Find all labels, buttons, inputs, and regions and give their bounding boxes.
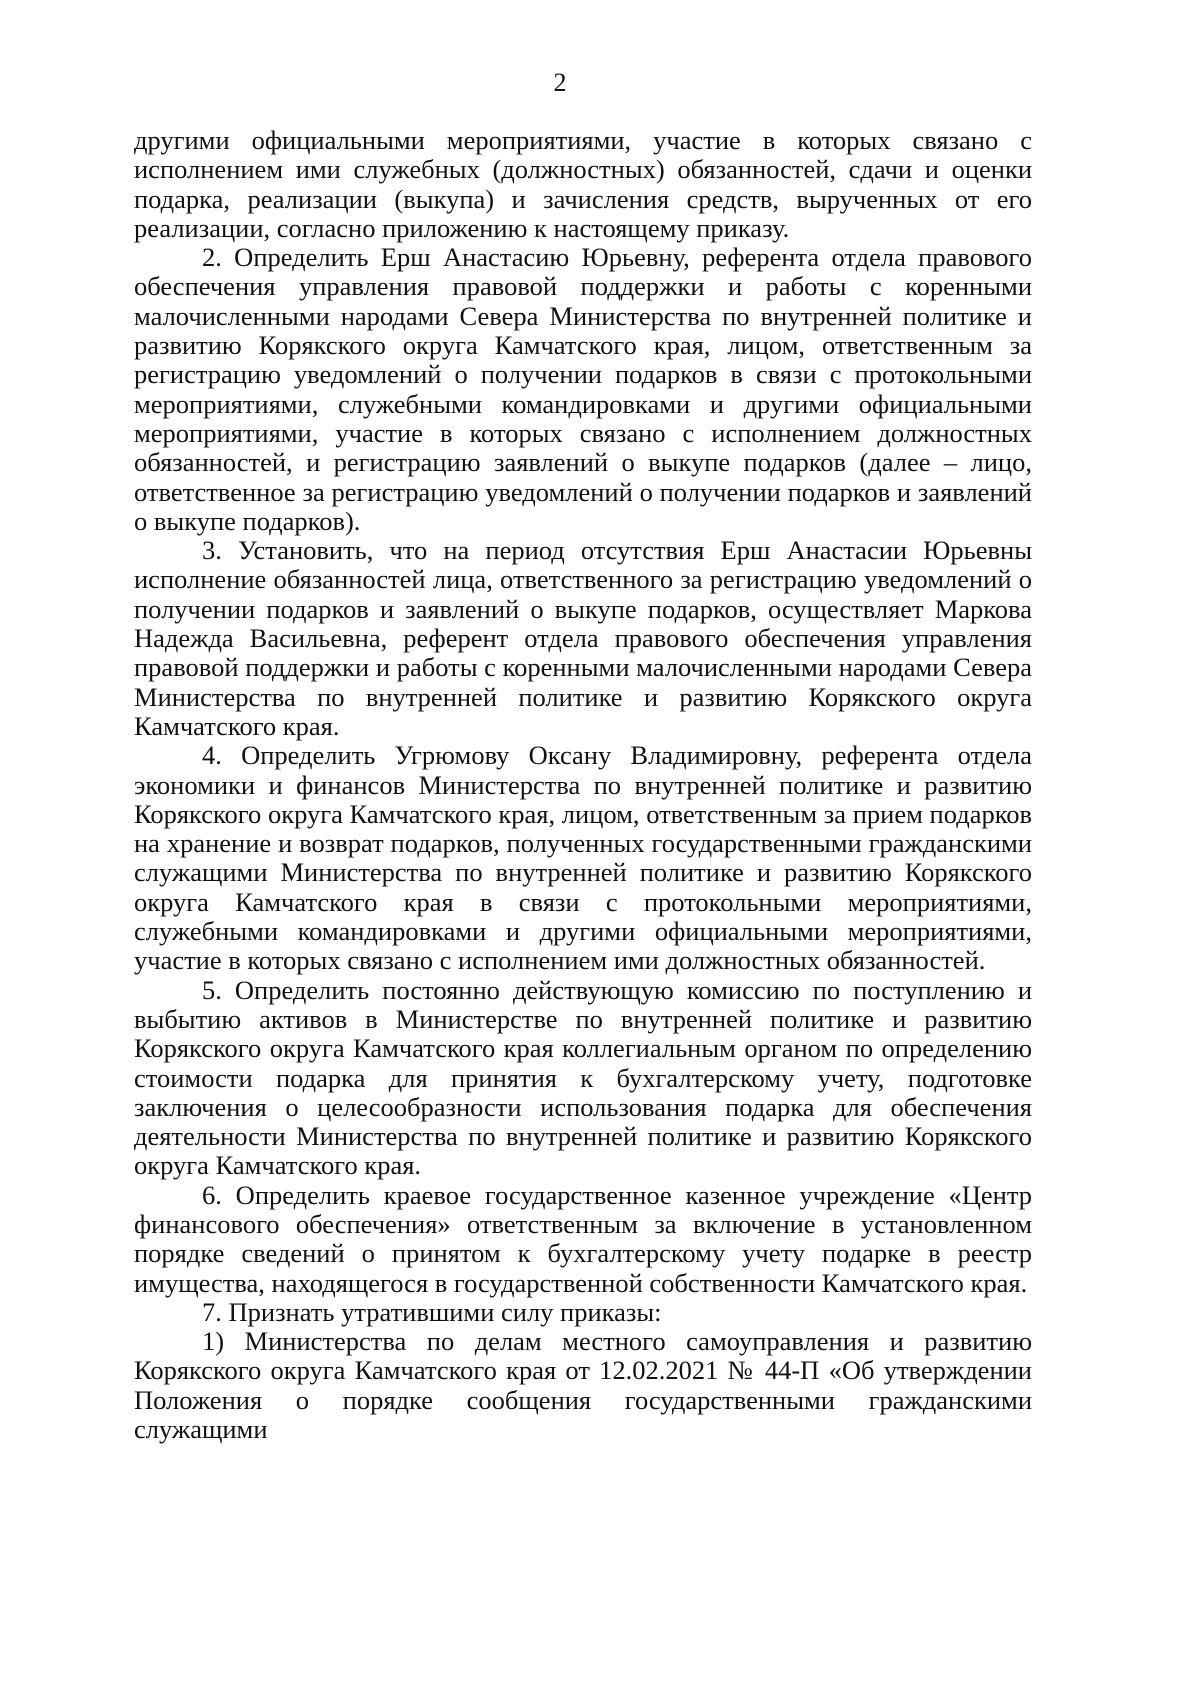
paragraph-item-2: 2. Определить Ерш Анастасию Юрьевну, референта отдела правового обеспечения управления правовой поддержки и работы с коренными малочисленными народами Севера Министерства по внутренней политике и развитию Корякского округа Камчатского края, лицом, ответственным за регистрацию уведомлений о получении подарков в связи с протокольными мероприятиями, служебными командировками и другими официальными мероприятиями, участие в которых связано с исполнением должностных обязанностей, и регистрацию заявлений о выкупе подарков (далее – лицо, ответственное за регистрацию уведомлений о получении подарков и заявлений о выкупе подарков).	[134, 242, 1032, 536]
paragraph-item-6: 6. Определить краевое государственное казенное учреждение «Центр финансового обеспечения» ответственным за включение в установленном порядке сведений о принятом к бухгалтерскому учету подарке в реестр имущества, находящегося в государственной собственности Камчатского края.	[134, 1179, 1032, 1298]
document-body	[134, 126, 1032, 1444]
paragraph-item-5: 5. Определить постоянно действующую комиссию по поступлению и выбытию активов в Министерстве по внутренней политике и развитию Корякского округа Камчатского края коллегиальным органом по определению стоимости подарка для принятия к бухгалтерскому учету, подготовке заключения о целесообразности использования подарка для обеспечения деятельности Министерства по внутренней политике и развитию Корякского округа Камчатского края.	[134, 974, 1032, 1181]
paragraph-item-7-1: 1) Министерства по делам местного самоуправления и развитию Корякского округа Камчатского края от 12.02.2021 № 44-П «Об утверждении Положения о порядке сообщения государственными гражданскими служащими	[134, 1326, 1032, 1445]
paragraph-item-3: 3. Установить, что на период отсутствия Ерш Анастасии Юрьевны исполнение обязанностей лица, ответственного за регистрацию уведомлений о получении подарков и заявлений о выкупе подарков, осуществляет Маркова Надежда Васильевна, референт отдела правового обеспечения управления правовой поддержки и работы с коренными малочисленными народами Севера Министерства по внутренней политике и развитию Корякского округа Камчатского края.	[134, 535, 1032, 741]
page-number: 2	[553, 68, 567, 97]
paragraph-item-4: 4. Определить Угрюмову Оксану Владимировну, референта отдела экономики и финансов Министерства по внутренней политике и развитию Корякского округа Камчатского края, лицом, ответственным за прием подарков на хранение и возврат подарков, полученных государственными гражданскими служащими Министерства по внутренней политике и развитию Корякского округа Камчатского края в связи с протокольными мероприятиями, служебными командировками и другими официальными мероприятиями, участие в которых связано с исполнением ими должностных обязанностей.	[134, 740, 1032, 976]
paragraph-continuation: другими официальными мероприятиями, участие в которых связано с исполнением ими служебных (должностных) обязанностей, сдачи и оценки подарка, реализации (выкупа) и зачисления средств, вырученных от его реализации, согласно приложению к настоящему приказу.	[134, 125, 1032, 243]
paragraph-item-7: 7. Признать утратившими силу приказы:	[202, 1296, 662, 1327]
